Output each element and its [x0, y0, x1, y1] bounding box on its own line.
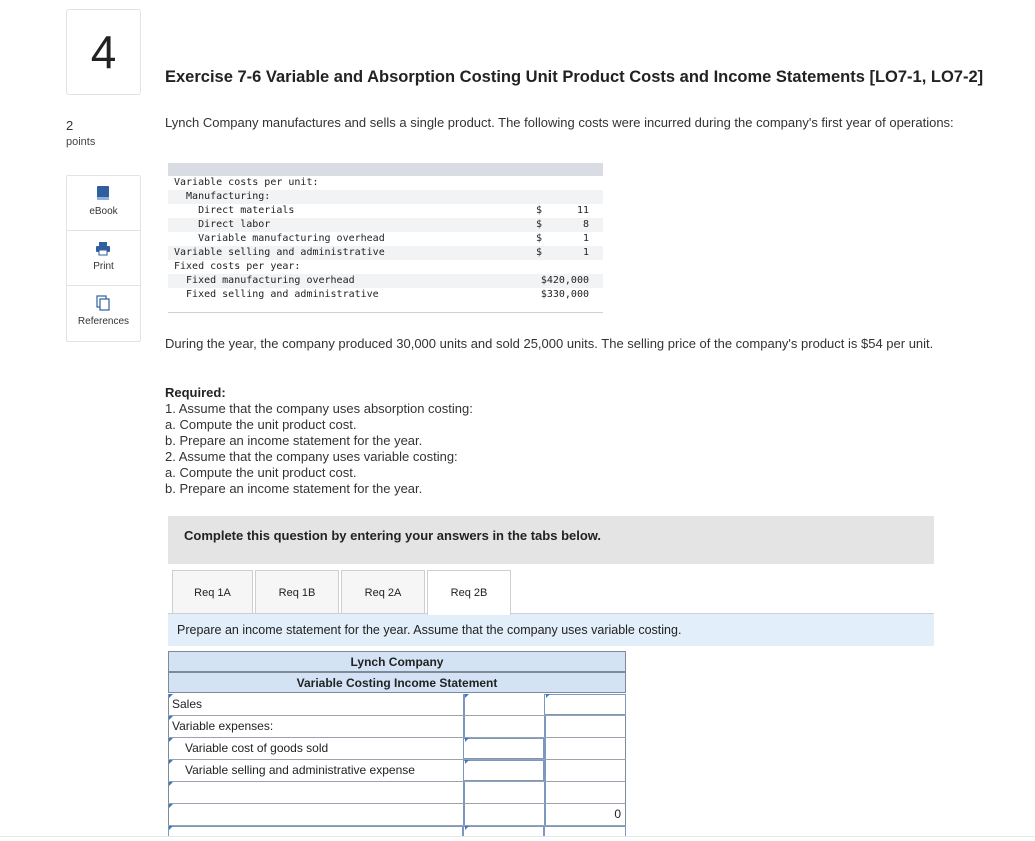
total-cell: [544, 760, 626, 781]
cost-row: Direct labor $ 8: [168, 218, 603, 232]
tab-req-1b[interactable]: Req 1B: [255, 570, 339, 614]
tab-req-2a[interactable]: Req 2A: [341, 570, 425, 614]
required-section: [165, 385, 473, 497]
question-number: 4: [66, 9, 141, 95]
required-line: a. Compute the unit product cost.: [165, 417, 357, 432]
statement-company: Lynch Company: [168, 651, 626, 672]
instructions-text: Complete this question by entering your answers in the tabs below.: [184, 528, 602, 543]
required-line: b. Prepare an income statement for the year.: [165, 481, 423, 496]
intro-text: Lynch Company manufactures and sells a single product. The following costs were incurred during the company's first year of operations:: [165, 115, 954, 130]
cost-table: [168, 176, 603, 312]
tab-instructions: [168, 614, 934, 646]
during-text: During the year, the company produced 30,000 units and sold 25,000 units. The selling price of the company's product is $54 per unit.: [165, 336, 934, 351]
amount-input[interactable]: [463, 694, 544, 715]
statement-title: Variable Costing Income Statement: [168, 672, 626, 693]
total-value: 0: [544, 804, 626, 825]
row-label-input[interactable]: Variable expenses:: [168, 716, 463, 737]
total-cell: [544, 716, 626, 737]
required-line: 2. Assume that the company uses variable costing:: [165, 449, 458, 464]
cost-row: Fixed selling and administrative $330,000: [174, 289, 589, 300]
total-input[interactable]: [544, 694, 626, 715]
points-value: 2: [66, 118, 74, 133]
row-label-input[interactable]: [168, 782, 463, 803]
cost-table-divider: [168, 312, 603, 313]
cost-table-header: [168, 163, 603, 176]
cost-row: Direct materials $ 11: [174, 205, 589, 216]
cost-row: Fixed manufacturing overhead $420,000: [168, 274, 603, 288]
statement-row: [168, 782, 626, 804]
references-label: References: [77, 316, 130, 327]
amount-input[interactable]: [463, 738, 544, 759]
print-label: Print: [93, 261, 114, 272]
references-icon: [96, 295, 110, 311]
row-label-input[interactable]: Sales: [168, 694, 463, 715]
required-line: 1. Assume that the company uses absorption costing:: [165, 401, 473, 416]
statement-row: [168, 738, 626, 760]
ebook-icon: [96, 185, 110, 201]
statement-row: [168, 694, 626, 716]
amount-input: [463, 716, 544, 737]
side-tools-panel: [66, 175, 141, 342]
amount-cell: [463, 804, 544, 825]
tab-instructions-text: Prepare an income statement for the year. Assume that the company uses variable costing.: [177, 623, 682, 637]
instructions-banner: [168, 516, 934, 564]
points-label: points: [66, 136, 96, 148]
tab-req-2b[interactable]: Req 2B: [427, 570, 511, 615]
print-button[interactable]: [67, 231, 140, 285]
tab-req-1a[interactable]: Req 1A: [172, 570, 253, 614]
cost-row: Variable manufacturing overhead $ 1: [174, 233, 589, 244]
required-line: b. Prepare an income statement for the year.: [165, 433, 423, 448]
cost-row: Manufacturing:: [168, 190, 603, 204]
income-statement: [168, 651, 626, 837]
amount-input: [463, 782, 544, 803]
statement-row: [168, 804, 626, 826]
statement-row: [168, 716, 626, 738]
ebook-button[interactable]: [67, 176, 140, 230]
references-button[interactable]: [67, 286, 140, 340]
cost-row: Variable selling and administrative $ 1: [168, 246, 603, 260]
row-label-input[interactable]: [168, 804, 463, 825]
cost-row: Fixed costs per year:: [174, 261, 301, 272]
total-cell: [544, 782, 626, 803]
print-icon: [96, 240, 110, 256]
exercise-title: Exercise 7-6 Variable and Absorption Costing Unit Product Costs and Income Statements [LO7-1, LO7-2]: [165, 68, 984, 86]
ebook-label: eBook: [89, 206, 118, 217]
footer-divider: [0, 836, 1035, 837]
statement-row: [168, 760, 626, 782]
required-heading: Required:: [165, 385, 226, 400]
amount-input[interactable]: [463, 760, 544, 781]
row-label-input[interactable]: Variable cost of goods sold: [168, 738, 463, 759]
required-line: a. Compute the unit product cost.: [165, 465, 357, 480]
row-label-input[interactable]: Variable selling and administrative expense: [168, 760, 463, 781]
cost-row: Variable costs per unit:: [174, 177, 319, 188]
total-cell: [544, 738, 626, 759]
